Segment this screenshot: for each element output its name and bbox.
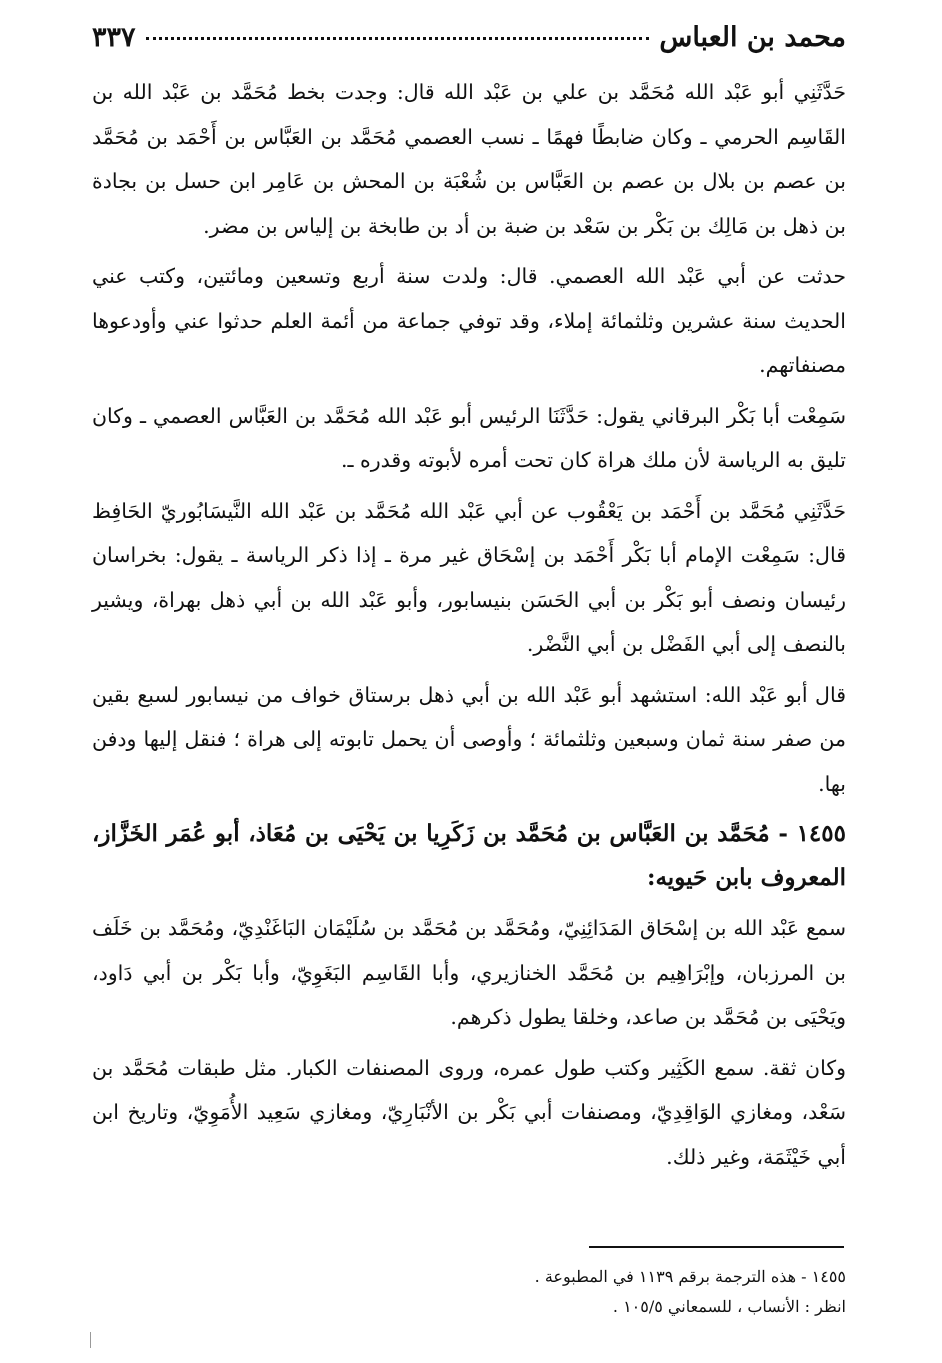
margin-mark xyxy=(90,1332,91,1348)
paragraph: حَدَّثَنِي مُحَمَّد بن أَحْمَد بن يَعْقُوب عن أبي عَبْد الله مُحَمَّد بن عَبْد الله النَّيسَابُوريّ الحَافِظ قال: سَمِعْت الإمام أبا بَكْر أَحْمَد بن إسْحَاق غير مرة ـ إذا ذكر الرياسة ـ يقول: بخراسان رئيسان ونصف أبو بَكْر بن أبي الحَسَن بنيسابور، وأبو عَبْد الله بن أبي ذهل بهراة، ويشير بالنصف إلى أبي الفَضْل بن أبي النَّضْر. xyxy=(92,498,846,656)
page-header xyxy=(92,22,846,53)
running-title: محمد بن العباس xyxy=(659,22,846,53)
paragraph: سَمِعْت أبا بَكْر البرقاني يقول: حَدَّثَنَا الرئيس أبو عَبْد الله مُحَمَّد بن العَبَّاس العصمي ـ وكان تليق به الرياسة لأن ملك هراة كان تحت أمره لأبوته وقدره ـ. xyxy=(92,403,846,472)
paragraph: حَدَّثَنِي أبو عَبْد الله مُحَمَّد بن علي بن عَبْد الله قال: وجدت بخط مُحَمَّد بن عَبْد الله بن القَاسِم الحرمي ـ وكان ضابطًا فهمًا ـ نسب العصمي مُحَمَّد بن العَبَّاس بن أَحْمَد بن مُحَمَّد بن عصم بن بلال بن عصم بن العَبَّاس بن شُعْبَة بن المحش بن عَامِر ابن حسل بن بجادة بن ذهل بن مَالِك بن بَكْر بن سَعْد بن ضبة بن أد بن طابخة بن إلياس بن مضر. xyxy=(92,80,846,238)
footnote: انظر : الأنساب ، للسمعاني ١٠٥/٥ . xyxy=(612,1297,846,1316)
paragraph: حدثت عن أبي عَبْد الله العصمي. قال: ولدت سنة أربع وتسعين ومائتين، وكتب عني الحديث سنة عشرين وثلثمائة إملاء، وقد توفي جماعة من أئمة العلم حدثوا عني وأودعوها مصنفاتهم. xyxy=(92,264,846,377)
footnotes xyxy=(92,1262,846,1322)
footnote: ١٤٥٥ - هذه الترجمة برقم ١١٣٩ في المطبوعة . xyxy=(534,1267,846,1286)
footnote-divider xyxy=(589,1246,844,1248)
page-number: ٣٣٧ xyxy=(92,22,136,53)
paragraph: قال أبو عَبْد الله: استشهد أبو عَبْد الله بن أبي ذهل برستاق خواف من نيسابور لسبع بقين من صفر سنة ثمان وسبعين وثلثمائة ؛ وأوصى أن يحمل تابوته إلى هراة ؛ فنقل إليها ودفن بها. xyxy=(92,682,846,796)
header-leader-dots xyxy=(146,37,650,40)
entry-heading: ١٤٥٥ - مُحَمَّد بن العَبَّاس بن مُحَمَّد بن زَكَرِيا بن يَحْيَى بن مُعَاذ، أبو عُمَر الخَزَّاز، المعروف بابن حَيويه: xyxy=(92,820,846,891)
entry-paragraph: وكان ثقة. سمع الكَثِير وكتب طول عمره، وروى المصنفات الكبار. مثل طبقات مُحَمَّد بن سَعْد، ومغازي الوَاقِدِيّ، ومصنفات أبي بَكْر بن الأنْبَارِيّ، ومغازي سَعِيد الأُمَوِيّ، وتاريخ ابن أبي خَيْثَمَة، وغير ذلك. xyxy=(92,1055,846,1169)
entry-paragraph: سمع عَبْد الله بن إسْحَاق المَدَائِنِيّ، ومُحَمَّد بن مُحَمَّد بن سُلَيْمَان البَاغَنْدِيّ، ومُحَمَّد بن خَلَف بن المرزبان، وإبْرَاهِيم بن مُحَمَّد الخنازيري، وأبا القَاسِم البَغَوِيّ، وأبا بَكْر بن أبي دَاود، ويَحْيَى بن مُحَمَّد بن صاعد، وخلقا يطول ذكرهم. xyxy=(92,916,846,1029)
page-body xyxy=(92,70,846,1185)
